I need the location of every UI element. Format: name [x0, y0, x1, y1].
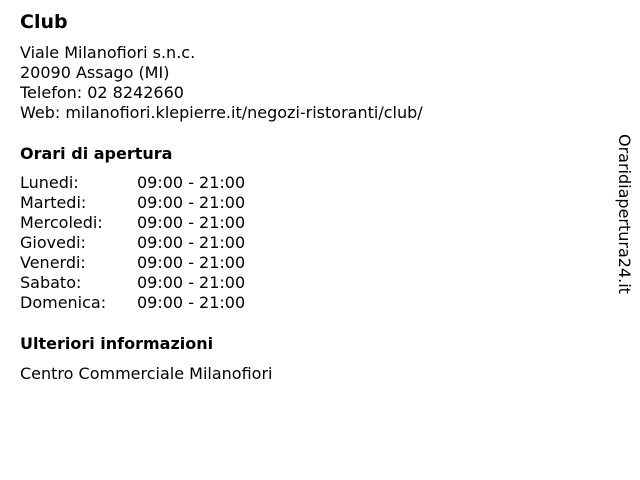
day-label: Lunedi: — [20, 173, 79, 192]
time-range: 09:00 - 21:00 — [137, 233, 246, 252]
hours-heading: Orari di apertura — [20, 144, 173, 163]
phone-number: Telefon: 02 8242660 — [20, 83, 184, 102]
address-city: 20090 Assago (MI) — [20, 63, 170, 82]
day-label: Sabato: — [20, 273, 82, 292]
day-label: Mercoledi: — [20, 213, 103, 232]
time-range: 09:00 - 21:00 — [137, 273, 246, 292]
time-range: 09:00 - 21:00 — [137, 213, 246, 232]
address-street: Viale Milanofiori s.n.c. — [20, 43, 196, 62]
page-title: Club — [20, 11, 68, 33]
time-range: 09:00 - 21:00 — [137, 293, 246, 312]
day-label: Domenica: — [20, 293, 107, 312]
day-label: Venerdi: — [20, 253, 86, 272]
site-watermark: Oraridiapertura24.it — [615, 134, 634, 294]
info-text: Centro Commerciale Milanofiori — [20, 364, 273, 383]
website-link[interactable]: Web: milanofiori.klepierre.it/negozi-ristoranti/club/ — [20, 103, 423, 122]
info-heading: Ulteriori informazioni — [20, 334, 214, 353]
address-block — [20, 43, 423, 123]
day-label: Giovedi: — [20, 233, 86, 252]
time-range: 09:00 - 21:00 — [137, 253, 246, 272]
time-range: 09:00 - 21:00 — [137, 193, 246, 212]
day-label: Martedi: — [20, 193, 87, 212]
time-range: 09:00 - 21:00 — [137, 173, 246, 192]
